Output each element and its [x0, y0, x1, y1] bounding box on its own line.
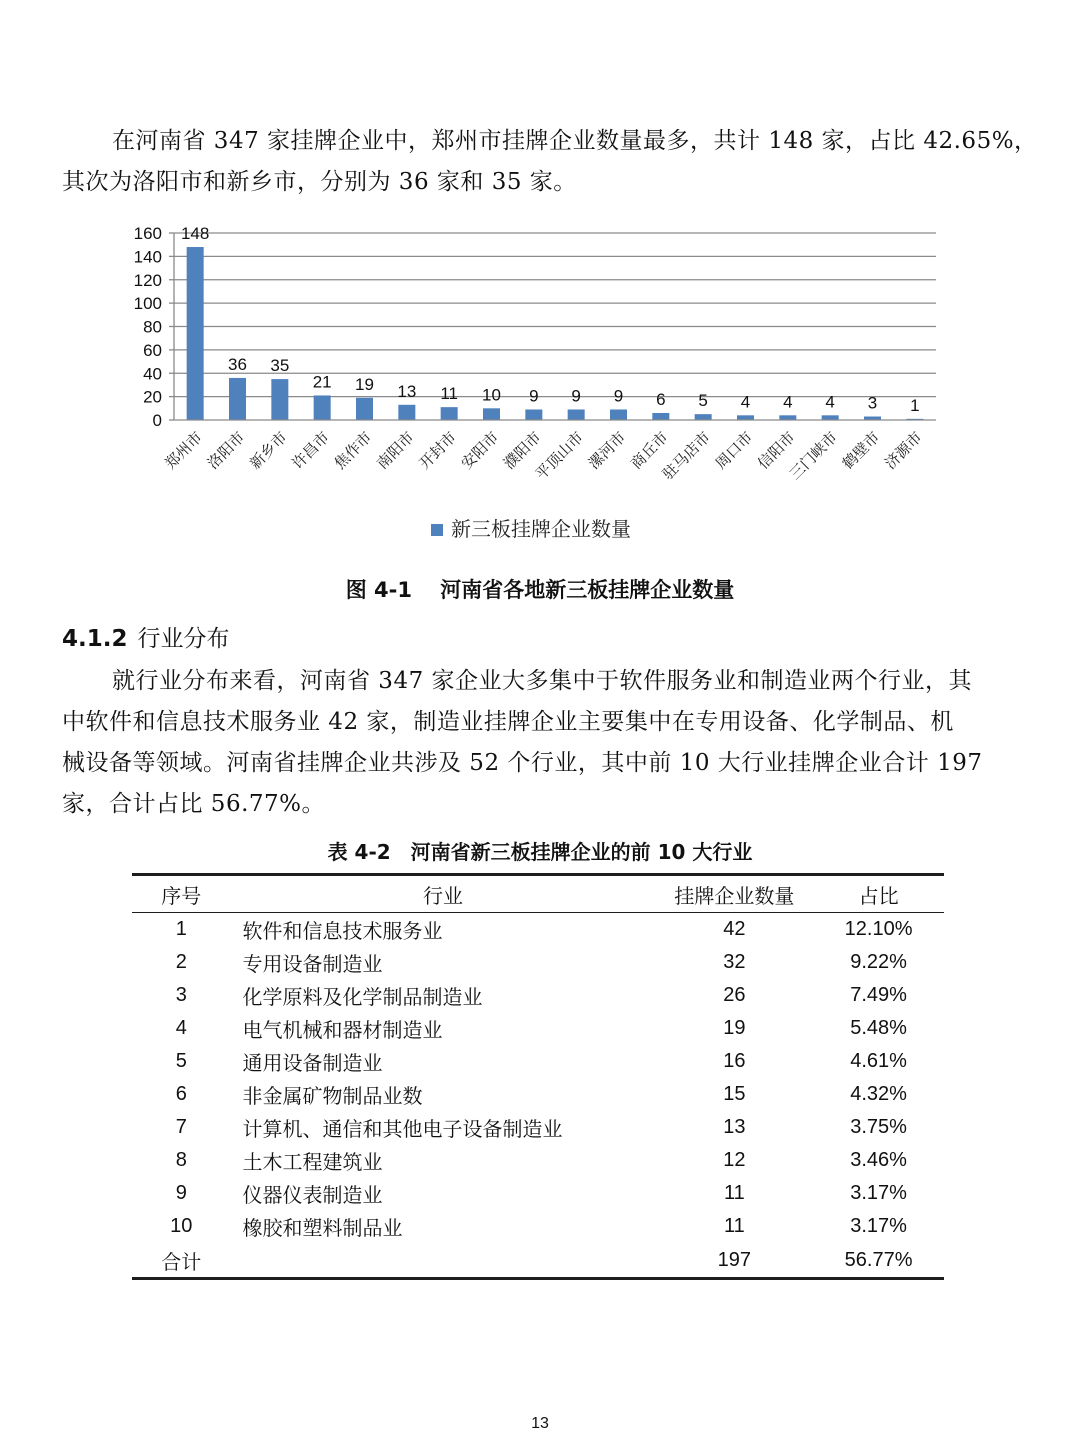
- table-row: [132, 979, 944, 1012]
- table-total-row: [132, 1243, 944, 1279]
- cell-count: 12: [723, 1149, 746, 1171]
- paragraph-line: 中软件和信息技术服务业 42 家，制造业挂牌企业主要集中在专用设备、化学制品、机: [62, 709, 954, 735]
- data-label: 1: [910, 395, 920, 415]
- x-tick-label: 安阳市: [457, 428, 503, 473]
- bar: [568, 409, 585, 420]
- paragraph-line: 械设备等领域。河南省挂牌企业共涉及 52 个行业，其中前 10 大行业挂牌企业合计 197: [62, 750, 983, 776]
- data-label: 5: [698, 391, 708, 411]
- bar: [525, 409, 542, 420]
- cell-share: 3.17%: [850, 1182, 907, 1204]
- cell-industry: 软件和信息技术服务业: [242, 919, 443, 943]
- cell-industry: 通用设备制造业: [242, 1051, 383, 1075]
- table-caption: 表 4-2 河南省新三板挂牌企业的前 10 大行业: [327, 840, 753, 864]
- chart-x-tick-labels: [161, 428, 925, 483]
- data-label: 9: [571, 386, 581, 406]
- cell-industry: 仪器仪表制造业: [242, 1183, 383, 1207]
- cell-count: 11: [723, 1215, 745, 1237]
- cell-total-count: 197: [656, 1243, 814, 1279]
- cell-count: 11: [723, 1182, 745, 1204]
- cell-share: 3.75%: [850, 1116, 907, 1138]
- paragraph-line: 其次为洛阳市和新乡市，分别为 36 家和 35 家。: [62, 169, 577, 195]
- cell-share: 12.10%: [844, 918, 913, 940]
- table-header-row: [132, 875, 944, 913]
- x-tick-label: 郑州市: [161, 428, 206, 473]
- x-tick-label: 驻马店市: [658, 428, 714, 484]
- legend-swatch: [431, 524, 443, 536]
- x-tick-label: 平顶山市: [531, 428, 587, 484]
- bar: [314, 395, 331, 420]
- header-count: 挂牌企业数量: [656, 875, 814, 913]
- cell-index: 8: [175, 1149, 187, 1171]
- cell-count: 26: [723, 984, 746, 1006]
- cell-industry: 专用设备制造业: [242, 952, 383, 976]
- cell-industry: 化学原料及化学制品制造业: [242, 985, 483, 1009]
- cell-index: 10: [170, 1215, 193, 1237]
- data-label: 3: [867, 393, 878, 413]
- chart-y-tick-labels: [134, 224, 162, 430]
- cell-count: 32: [723, 951, 746, 973]
- data-label: 19: [355, 374, 374, 394]
- y-tick-label: 120: [133, 270, 162, 290]
- cell-total-share: 56.77%: [813, 1243, 944, 1279]
- y-tick-label: 80: [143, 317, 162, 337]
- paragraph-line: 在河南省 347 家挂牌企业中，郑州市挂牌企业数量最多，共计 148 家，占比 42.65%，: [112, 128, 1038, 154]
- bar: [822, 415, 839, 420]
- cell-count: 19: [723, 1017, 746, 1039]
- chart-legend: [431, 517, 631, 541]
- table-row: [132, 1177, 944, 1210]
- x-tick-label: 济源市: [881, 428, 926, 473]
- city-bar-chart: [120, 208, 950, 548]
- bar: [271, 379, 288, 420]
- bar: [441, 407, 458, 420]
- table-row: [132, 1111, 944, 1144]
- chart-bars: [187, 247, 924, 420]
- table-row: [132, 1078, 944, 1111]
- figure-caption: 图 4-1 河南省各地新三板挂牌企业数量: [345, 578, 735, 602]
- y-tick-label: 0: [152, 411, 162, 430]
- bar: [483, 408, 500, 420]
- bar: [356, 398, 373, 420]
- y-tick-label: 20: [143, 387, 162, 407]
- page-number: 13: [531, 1415, 549, 1432]
- y-tick-label: 60: [143, 340, 162, 360]
- header-index: 序号: [132, 875, 231, 913]
- cell-count: 13: [723, 1116, 746, 1138]
- x-tick-label: 焦作市: [330, 428, 376, 473]
- table-row: [132, 1210, 944, 1243]
- table-row: [132, 1012, 944, 1045]
- cell-share: 4.61%: [850, 1050, 907, 1072]
- x-tick-label: 开封市: [415, 428, 460, 473]
- cell-count: 15: [723, 1083, 746, 1105]
- table-row: [132, 946, 944, 979]
- header-industry: 行业: [231, 875, 656, 913]
- cell-share: 3.17%: [850, 1215, 907, 1237]
- data-label: 9: [613, 386, 624, 406]
- data-label: 4: [783, 392, 793, 412]
- x-tick-label: 许昌市: [288, 428, 333, 473]
- table-row: [132, 1045, 944, 1078]
- data-label: 36: [228, 354, 247, 374]
- cell-industry: 电气机械和器材制造业: [242, 1018, 443, 1042]
- data-label: 4: [740, 392, 751, 412]
- data-label: 21: [312, 372, 332, 392]
- data-label: 10: [482, 385, 501, 405]
- bar: [779, 415, 796, 420]
- cell-index: 4: [175, 1017, 187, 1039]
- header-share: 占比: [813, 875, 944, 913]
- x-tick-label: 三门峡市: [785, 428, 841, 484]
- bar: [737, 415, 754, 420]
- bar: [398, 405, 415, 420]
- paragraph-line: 家，合计占比 56.77%。: [62, 791, 326, 817]
- bar: [187, 247, 204, 420]
- table-row: [132, 913, 944, 947]
- section-title: 行业分布: [137, 626, 230, 652]
- x-tick-label: 信阳市: [754, 428, 799, 473]
- y-tick-label: 160: [133, 224, 162, 243]
- data-label: 35: [270, 356, 290, 376]
- data-label: 148: [180, 224, 210, 244]
- x-tick-label: 新乡市: [246, 428, 291, 473]
- section-number: 4.1.2: [62, 626, 128, 652]
- bar: [610, 409, 627, 420]
- bar: [229, 378, 246, 420]
- x-tick-label: 周口市: [711, 428, 757, 473]
- cell-total-blank: [231, 1243, 656, 1279]
- bar: [695, 414, 712, 420]
- data-label: 6: [656, 389, 666, 409]
- cell-index: 9: [175, 1182, 187, 1204]
- cell-total-label: 合计: [132, 1243, 231, 1279]
- cell-index: 1: [175, 918, 187, 940]
- cell-industry: 非金属矿物制品业数: [242, 1084, 423, 1108]
- bar: [652, 413, 669, 420]
- cell-index: 3: [175, 984, 187, 1006]
- x-tick-label: 漯河市: [584, 428, 630, 473]
- paragraph-line: 就行业分布来看，河南省 347 家企业大多集中于软件服务业和制造业两个行业，其: [112, 668, 973, 694]
- industry-paragraph: [62, 661, 1018, 825]
- cell-index: 7: [175, 1116, 187, 1138]
- data-label: 13: [397, 381, 417, 401]
- cell-share: 5.48%: [850, 1017, 907, 1039]
- data-label: 4: [825, 392, 835, 412]
- industry-table: [132, 873, 944, 1280]
- table-row: [132, 1144, 944, 1177]
- x-tick-label: 商丘市: [627, 428, 672, 473]
- chart-data-labels: [181, 224, 920, 415]
- data-label: 9: [529, 386, 539, 406]
- cell-count: 16: [723, 1050, 746, 1072]
- cell-index: 5: [175, 1050, 187, 1072]
- section-heading: [62, 620, 230, 653]
- y-tick-label: 100: [133, 294, 162, 314]
- cell-industry: 土木工程建筑业: [242, 1150, 383, 1174]
- cell-share: 4.32%: [850, 1083, 907, 1105]
- cell-count: 42: [723, 918, 746, 940]
- data-label: 11: [440, 384, 458, 404]
- cell-share: 9.22%: [850, 951, 907, 973]
- cell-industry: 橡胶和塑料制品业: [242, 1216, 403, 1240]
- legend-label: 新三板挂牌企业数量: [451, 517, 631, 541]
- x-tick-label: 濮阳市: [500, 428, 545, 473]
- intro-paragraph: [62, 121, 1038, 203]
- cell-index: 6: [175, 1083, 187, 1105]
- cell-industry: 计算机、通信和其他电子设备制造业: [242, 1117, 563, 1141]
- cell-index: 2: [175, 951, 187, 973]
- x-tick-label: 南阳市: [373, 428, 418, 473]
- cell-share: 3.46%: [850, 1149, 907, 1171]
- cell-share: 7.49%: [850, 984, 907, 1006]
- x-tick-label: 洛阳市: [203, 428, 249, 473]
- y-tick-label: 140: [133, 247, 162, 267]
- y-tick-label: 40: [143, 364, 162, 384]
- x-tick-label: 鹤壁市: [838, 428, 884, 473]
